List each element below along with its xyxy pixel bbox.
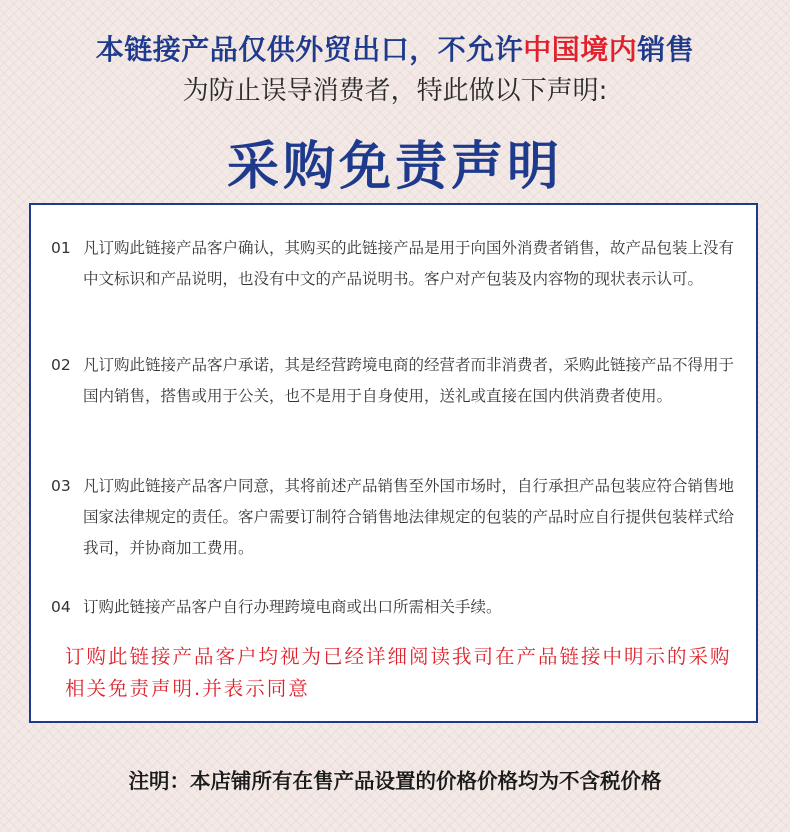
clause-01 <box>51 233 741 295</box>
clause-number: 01 <box>51 239 71 257</box>
clause-02 <box>51 350 741 412</box>
clause-text: 凡订购此链接产品客户同意，其将前述产品销售至外国市场时，自行承担产品包装应符合销售地国家法律规定的责任。客户需要订制符合销售地法律规定的包装的产品时应自行提供包装样式给我司，并协商加工费用。 <box>83 477 735 557</box>
clause-04 <box>51 592 741 623</box>
clause-number: 04 <box>51 598 71 616</box>
clause-text: 凡订购此链接产品客户确认，其购买的此链接产品是用于向国外消费者销售，故产品包装上没有中文标识和产品说明，也没有中文的产品说明书。客户对产包装及内容物的现状表示认可。 <box>83 239 735 288</box>
price-footnote: 注明：本店铺所有在售产品设置的价格价格均为不含税价格 <box>128 769 662 793</box>
headline-highlight: 中国境内 <box>523 33 638 66</box>
clause-number: 02 <box>51 356 71 374</box>
disclaimer-panel <box>29 203 758 723</box>
acknowledgement-notice: 订购此链接产品客户均视为已经详细阅读我司在产品链接中明示的采购相关免责声明.并表示同意 <box>65 645 732 700</box>
headline-part-1: 本链接产品仅供外贸出口，不允许 <box>95 33 524 66</box>
headline-part-3: 销售 <box>637 33 695 66</box>
clause-03 <box>51 471 741 564</box>
page-title: 采购免责声明 <box>226 137 563 197</box>
export-only-headline <box>0 28 790 68</box>
clause-text: 凡订购此链接产品客户承诺，其是经营跨境电商的经营者而非消费者，采购此链接产品不得用于国内销售，搭售或用于公关，也不是用于自身使用，送礼或直接在国内供消费者使用。 <box>83 356 735 405</box>
clause-number: 03 <box>51 477 71 495</box>
clause-text: 订购此链接产品客户自行办理跨境电商或出口所需相关手续。 <box>83 598 502 616</box>
declaration-intro: 为防止误导消费者，特此做以下声明: <box>182 76 608 106</box>
